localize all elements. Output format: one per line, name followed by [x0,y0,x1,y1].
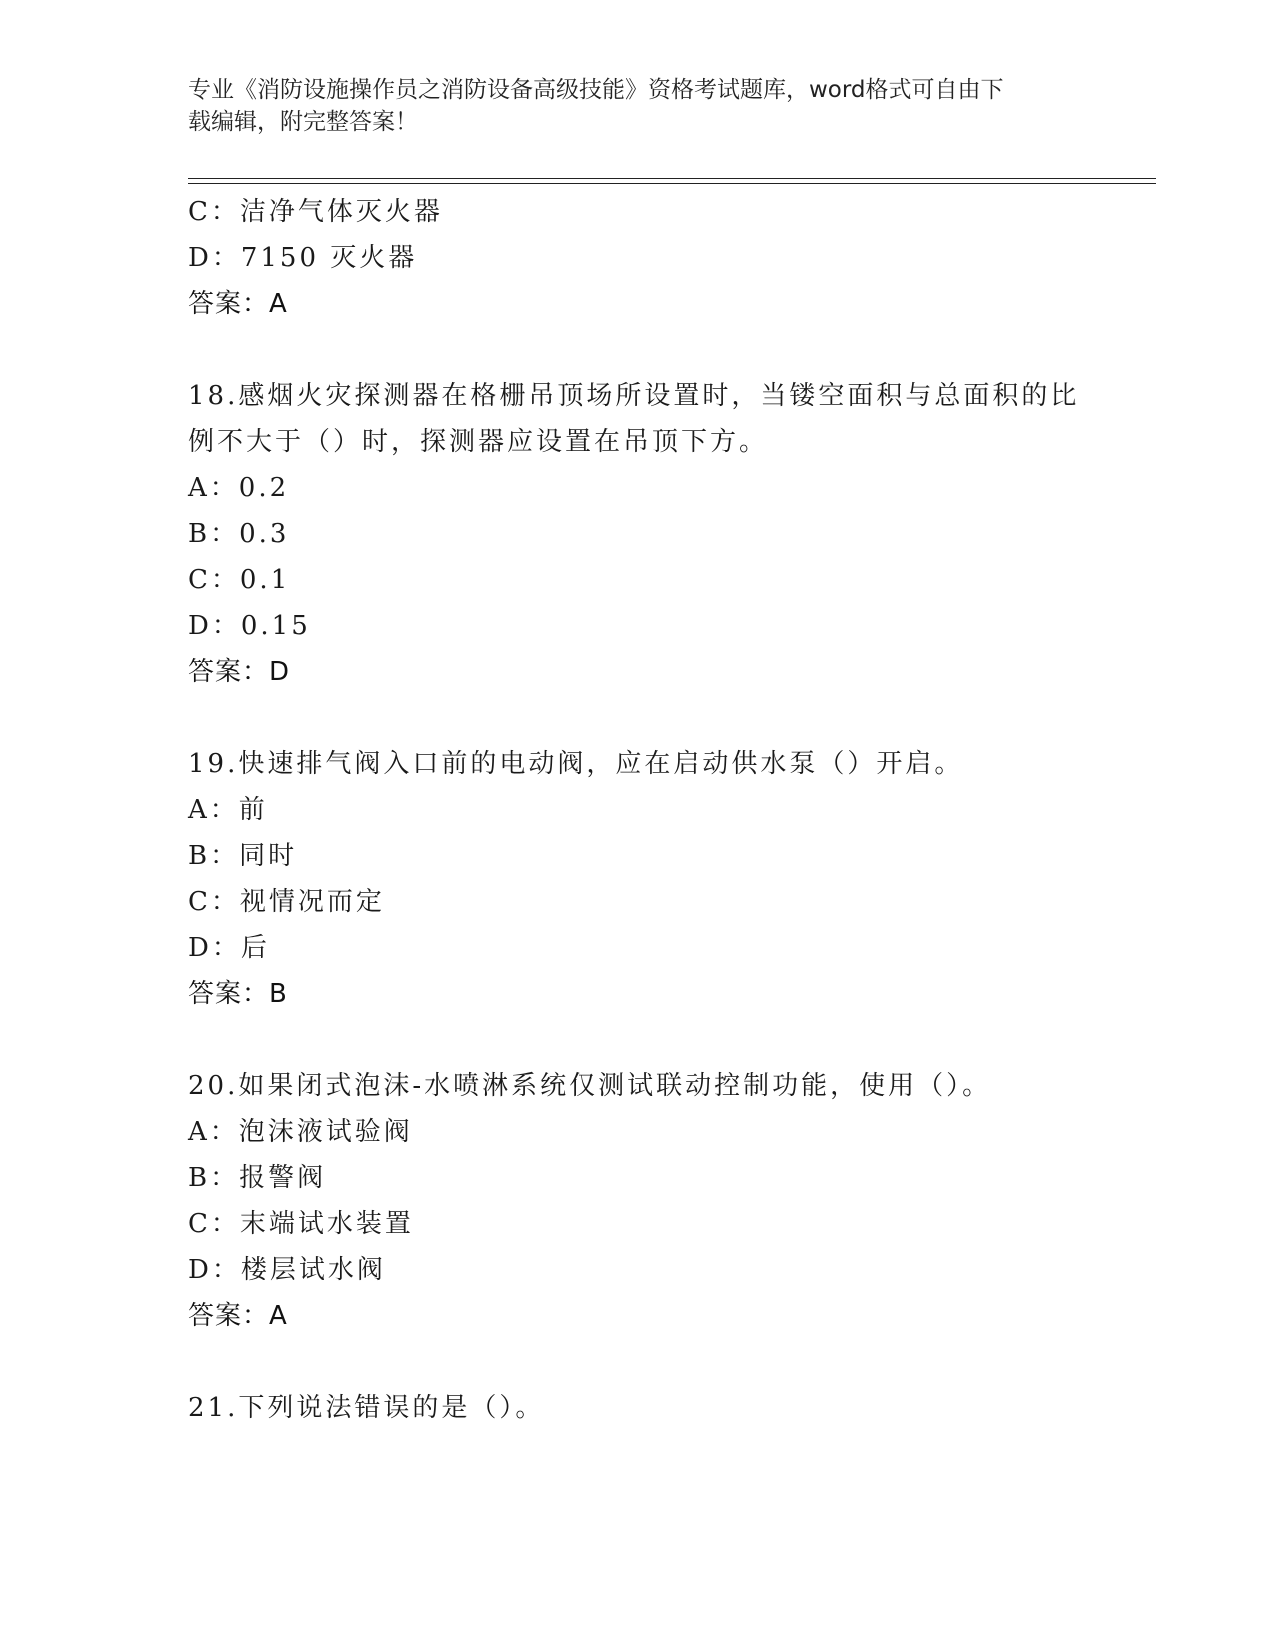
header-line-1: 专业《消防设施操作员之消防设备高级技能》资格考试题库，word格式可自由下 [188,77,1004,103]
q21-stem: 21.下列说法错误的是（）。 [188,1393,545,1423]
question-20 [188,1063,1088,1339]
q18-stem-line-2: 例不大于（）时，探测器应设置在吊顶下方。 [188,427,769,457]
header-divider-bottom [188,183,1156,184]
question-spacer [188,695,1088,741]
header-line-2: 载编辑，附完整答案！ [188,109,418,135]
q18-stem-line-1: 18.感烟火灾探测器在格栅吊顶场所设置时，当镂空面积与总面积的比 [188,381,1080,411]
q19-option-c: C：视情况而定 [188,887,385,917]
question-spacer [188,1017,1088,1063]
q19-option-d: D：后 [188,933,270,963]
q18-answer: 答案：D [188,657,291,687]
header-divider-top [188,178,1156,179]
q18-option-a: A：0.2 [188,473,290,503]
document-header [188,74,1068,138]
q19-option-a: A：前 [188,795,268,825]
q20-option-a: A：泡沫液试验阀 [188,1117,413,1147]
q19-option-b: B：同时 [188,841,298,871]
q18-option-d: D：0.15 [188,611,311,641]
question-21 [188,1385,1088,1431]
q19-answer: 答案：B [188,979,288,1009]
q20-option-d: D：楼层试水阀 [188,1255,386,1285]
question-spacer [188,327,1088,373]
question-19 [188,741,1088,1017]
q20-answer: 答案：A [188,1301,288,1331]
q20-option-c: C：末端试水装置 [188,1209,414,1239]
q18-option-c: C：0.1 [188,565,291,595]
q20-stem: 20.如果闭式泡沫-水喷淋系统仅测试联动控制功能，使用（）。 [188,1071,992,1101]
q17-option-c: C：洁净气体灭火器 [188,197,443,227]
q19-stem: 19.快速排气阀入口前的电动阀，应在启动供水泵（）开启。 [188,749,964,779]
q17-answer: 答案：A [188,289,288,319]
q20-option-b: B：报警阀 [188,1163,327,1193]
q17-option-d: D：7150 灭火器 [188,243,418,273]
question-17-partial [188,189,1088,327]
question-list [188,189,1088,1431]
question-18 [188,373,1088,695]
q18-option-b: B：0.3 [188,519,290,549]
question-spacer [188,1339,1088,1385]
